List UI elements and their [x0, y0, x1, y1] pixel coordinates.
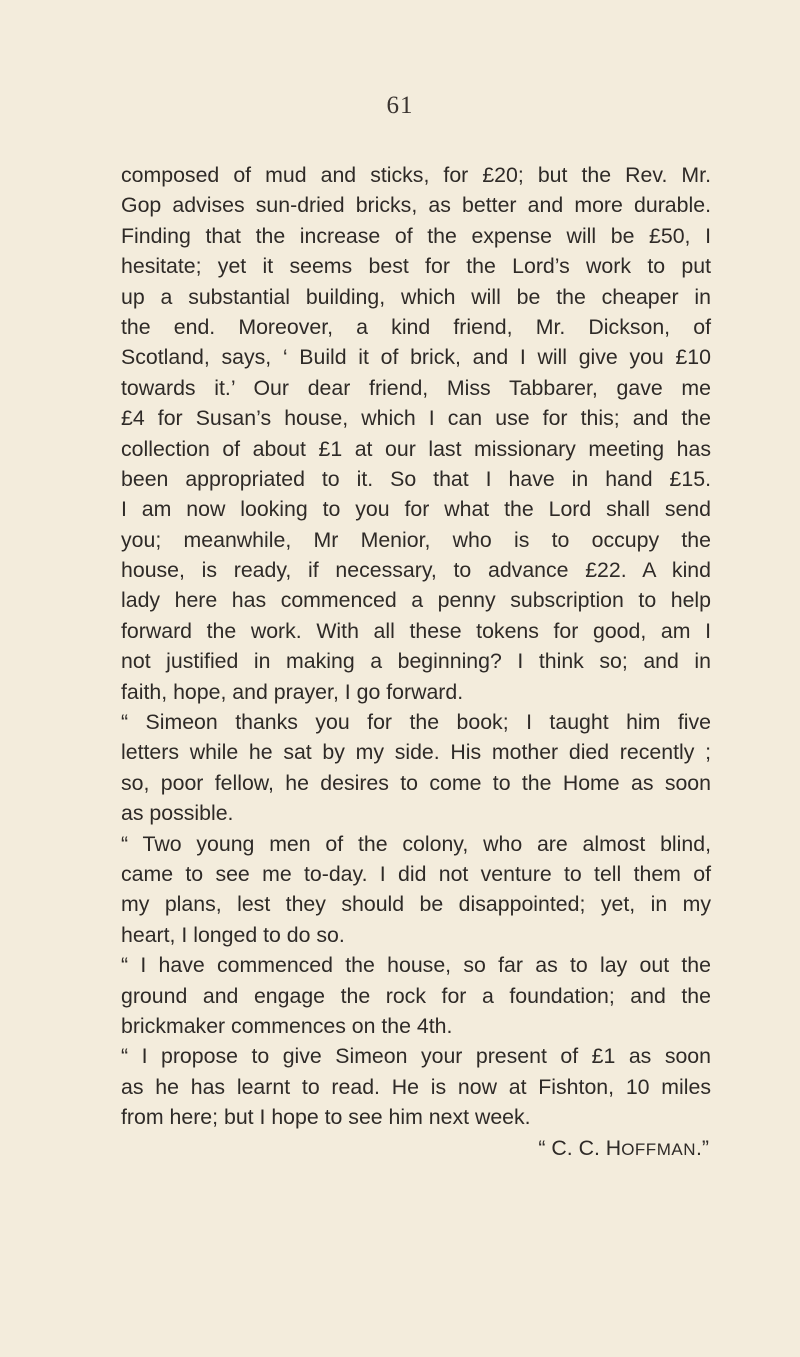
text-line: lady here has commenced a penny subscription to help — [121, 588, 711, 613]
signature — [121, 1133, 711, 1163]
text-line: Scotland, says, ‘ Build it of brick, and I will give you £10 — [121, 345, 711, 370]
text-line: “ Two young men of the colony, who are almost blind, — [121, 831, 711, 856]
text-line: as he has learnt to read. He is now at Fishton, 10 miles — [121, 1074, 711, 1099]
text-line: “ Simeon thanks you for the book; I taught him five — [121, 710, 711, 735]
text-line: £4 for Susan’s house, which I can use for this; and the — [121, 406, 711, 431]
text-line: “ I propose to give Simeon your present of £1 as soon — [121, 1044, 711, 1069]
text-line: “ I have commenced the house, so far as to lay out the — [121, 953, 711, 978]
text-line: ground and engage the rock for a foundation; and the — [121, 983, 711, 1008]
text-line: I am now looking to you for what the Lord shall send — [121, 497, 711, 522]
text-line: came to see me to-day. I did not venture to tell them of — [121, 861, 711, 886]
text-line: brickmaker commences on the 4th. — [121, 1013, 453, 1038]
text-line: collection of about £1 at our last missionary meeting has — [121, 436, 711, 461]
page-number: 61 — [386, 92, 414, 119]
text-line: so, poor fellow, he desires to come to the Home as soon — [121, 770, 711, 795]
text-line: from here; but I hope to see him next week. — [121, 1105, 531, 1130]
signature-suffix: .” — [695, 1135, 709, 1160]
text-line: faith, hope, and prayer, I go forward. — [121, 679, 464, 704]
text-line: been appropriated to it. So that I have in hand £15. — [121, 466, 711, 491]
text-line: my plans, lest they should be disappointed; yet, in my — [121, 892, 711, 917]
text-line: as possible. — [121, 801, 234, 826]
body-text — [121, 160, 711, 1163]
text-line: house, is ready, if necessary, to advance £22. A kind — [121, 558, 711, 583]
signature-prefix: “ C. C. H — [538, 1135, 622, 1160]
text-line: letters while he sat by my side. His mother died recently ; — [121, 740, 711, 765]
text-line: Finding that the increase of the expense will be £50, I — [121, 223, 711, 248]
text-line: not justified in making a beginning? I think so; and in — [121, 649, 711, 674]
text-line: up a substantial building, which will be the cheaper in — [121, 284, 711, 309]
text-line: you; meanwhile, Mr Menior, who is to occupy the — [121, 527, 711, 552]
text-line: heart, I longed to do so. — [121, 922, 345, 947]
text-line: hesitate; yet it seems best for the Lord’s work to put — [121, 254, 711, 279]
signature-smallcaps: OFFMAN — [621, 1139, 696, 1159]
text-line: towards it.’ Our dear friend, Miss Tabbarer, gave me — [121, 375, 711, 400]
text-line: composed of mud and sticks, for £20; but the Rev. Mr. — [121, 163, 711, 187]
text-line: Gop advises sun-dried bricks, as better and more durable. — [121, 193, 711, 218]
text-line: the end. Moreover, a kind friend, Mr. Dickson, of — [121, 314, 711, 339]
text-line: forward the work. With all these tokens for good, am I — [121, 618, 711, 643]
